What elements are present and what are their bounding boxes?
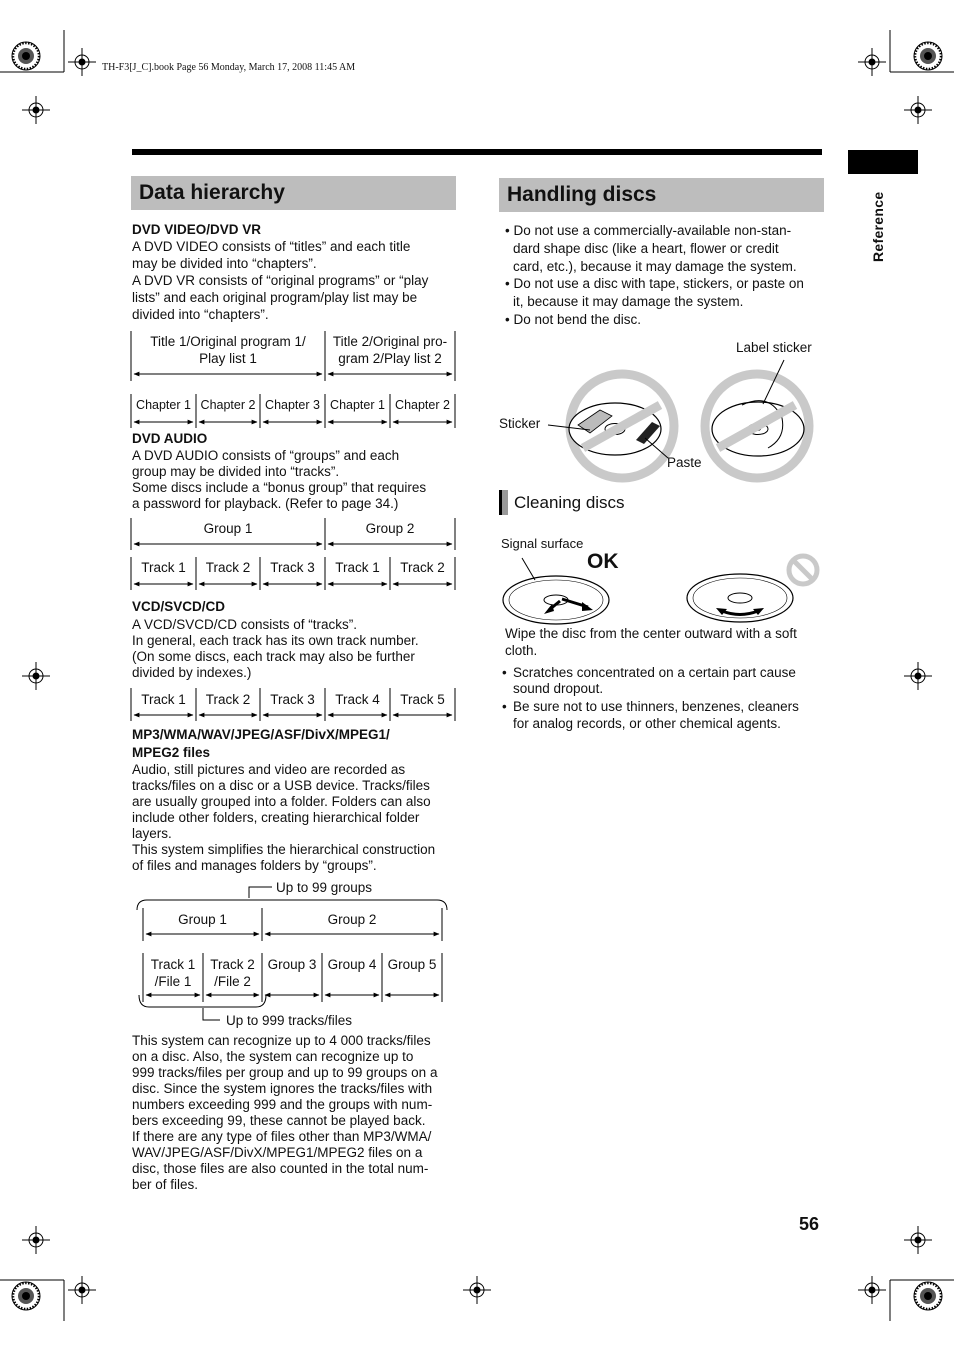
- chapter-label: Chapter 3: [265, 398, 320, 412]
- track-label: Track 2: [205, 560, 251, 575]
- track-file-label: Track 2 /File 2: [210, 957, 255, 989]
- vcd-heading: VCD/SVCD/CD: [132, 599, 226, 614]
- mp3-heading: MPEG2 files: [132, 745, 211, 760]
- body-text: (On some discs, each track may also be further: [132, 649, 415, 664]
- wipe-instruction: Wipe the disc from the center outward with a soft: [505, 626, 797, 641]
- bullet-text: • Do not bend the disc.: [505, 312, 642, 327]
- print-job-info: TH-F3[J_C].book Page 56 Monday, March 17, 2008 11:45 AM: [102, 62, 356, 73]
- track-label: Track 4: [335, 692, 380, 707]
- track-label: Track 1: [141, 692, 186, 707]
- body-text: a password for playback. (Refer to page 34.): [132, 496, 399, 511]
- body-text: ber of files.: [132, 1177, 199, 1192]
- dvd-video-heading: DVD VIDEO/DVD VR: [132, 222, 262, 237]
- body-text: layers.: [132, 826, 172, 841]
- body-text: of files and manages folders by “groups”.: [132, 858, 377, 873]
- page-number: 56: [799, 1214, 820, 1234]
- up-to-groups-label: Up to 99 groups: [276, 880, 373, 895]
- track-label: Track 2: [205, 692, 251, 707]
- track-label: Track 2: [400, 560, 445, 575]
- body-text: A DVD VIDEO consists of “titles” and each title: [132, 239, 411, 254]
- sticker-label: Sticker: [499, 416, 541, 431]
- chapter-label: Chapter 2: [200, 398, 256, 412]
- body-text: Some discs include a “bonus group” that requires: [132, 480, 427, 495]
- bullet-text: sound dropout.: [513, 681, 604, 696]
- group-label: Group 1: [178, 912, 227, 927]
- bullet-text: it, because it may damage the system.: [513, 294, 744, 309]
- body-text: 999 tracks/files per group and up to 99 groups on a: [132, 1065, 438, 1080]
- subgroup-label: Group 4: [327, 957, 377, 972]
- label-sticker-label: Label sticker: [736, 340, 812, 355]
- bullet-text: • Do not use a commercially-available non-stan-: [505, 223, 792, 238]
- body-text: If there are any type of files other than MP3/WMA/: [132, 1129, 432, 1144]
- subgroup-label: Group 5: [387, 957, 437, 972]
- bullet-text: card, etc.), because it may damage the system.: [513, 259, 797, 274]
- track-label: Track 5: [400, 692, 445, 707]
- body-text: divided by indexes.): [132, 665, 252, 680]
- track-label: Track 3: [270, 692, 315, 707]
- chapter-label: Chapter 2: [395, 398, 450, 412]
- body-text: divided into “chapters”.: [132, 307, 269, 322]
- group-label: Group 2: [365, 521, 415, 536]
- dvd-audio-heading: DVD AUDIO: [132, 431, 208, 446]
- subgroup-label: Group 3: [267, 957, 317, 972]
- body-text: A DVD AUDIO consists of “groups” and each: [132, 448, 400, 463]
- body-text: WAV/JPEG/ASF/DivX/MPEG1/MPEG2 files on a: [132, 1145, 423, 1160]
- bullet-text: Scratches concentrated on a certain part cause: [513, 665, 796, 680]
- mp3-heading: MP3/WMA/WAV/JPEG/ASF/DivX/MPEG1/: [132, 727, 390, 742]
- body-text: include other folders, creating hierarchical folder: [132, 810, 420, 825]
- chapter-label: Chapter 1: [330, 398, 385, 412]
- body-text: may be divided into “chapters”.: [132, 256, 317, 271]
- body-text: disc. Since the system ignores the tracks/files with: [132, 1081, 433, 1096]
- diagram-label: Title 1/Original program 1/ Play list 1: [150, 334, 306, 366]
- signal-surface-label: Signal surface: [501, 536, 584, 551]
- bullet-text: dard shape disc (like a heart, flower or credit: [513, 241, 779, 256]
- bullet-text: for analog records, or other chemical agents.: [513, 716, 781, 731]
- ok-mark: OK: [587, 550, 619, 573]
- body-text: This system simplifies the hierarchical construction: [132, 842, 436, 857]
- section-title-handling-discs: Handling discs: [499, 178, 824, 212]
- track-file-label: Track 1 /File 1: [150, 957, 196, 989]
- chapter-label: Chapter 1: [136, 398, 191, 412]
- body-text: are usually grouped into a folder. Folders can also: [132, 794, 431, 809]
- group-label: Group 2: [327, 912, 377, 927]
- wipe-instruction: cloth.: [505, 643, 538, 658]
- cleaning-discs-heading: Cleaning discs: [499, 490, 625, 515]
- group-label: Group 1: [203, 521, 253, 536]
- diagram-label: Title 2/Original pro- gram 2/Play list 2: [332, 334, 448, 366]
- body-text: This system can recognize up to 4 000 tracks/files: [132, 1033, 431, 1048]
- section-title-data-hierarchy: Data hierarchy: [131, 176, 456, 210]
- track-label: Track 1: [335, 560, 380, 575]
- body-text: numbers exceeding 999 and the groups with num-: [132, 1097, 433, 1112]
- bullet-mark: •: [502, 665, 507, 680]
- body-text: A DVD VR consists of “original programs” or “play: [132, 273, 429, 288]
- body-text: A VCD/SVCD/CD consists of “tracks”.: [132, 617, 358, 632]
- body-text: disc, those files are also counted in the total num-: [132, 1161, 429, 1176]
- bullet-text: • Do not use a disc with tape, stickers, or paste on: [505, 276, 804, 291]
- bullet-text: Be sure not to use thinners, benzenes, cleaners: [513, 699, 799, 714]
- bullet-mark: •: [502, 699, 507, 714]
- body-text: Audio, still pictures and video are recorded as: [132, 762, 406, 777]
- body-text: bers exceeding 99, these cannot be played back.: [132, 1113, 426, 1128]
- up-to-tracks-label: Up to 999 tracks/files: [226, 1013, 353, 1028]
- paste-label: Paste: [667, 455, 702, 470]
- body-text: tracks/files on a disc or a USB device. Tracks/files: [132, 778, 430, 793]
- body-text: on a disc. Also, the system can recognize up to: [132, 1049, 414, 1064]
- body-text: In general, each track has its own track number.: [132, 633, 419, 648]
- track-label: Track 3: [270, 560, 315, 575]
- track-label: Track 1: [141, 560, 186, 575]
- body-text: lists” and each original program/play list may be: [132, 290, 418, 305]
- side-tab-label: Reference: [870, 191, 886, 262]
- body-text: group may be divided into “tracks”.: [132, 464, 340, 479]
